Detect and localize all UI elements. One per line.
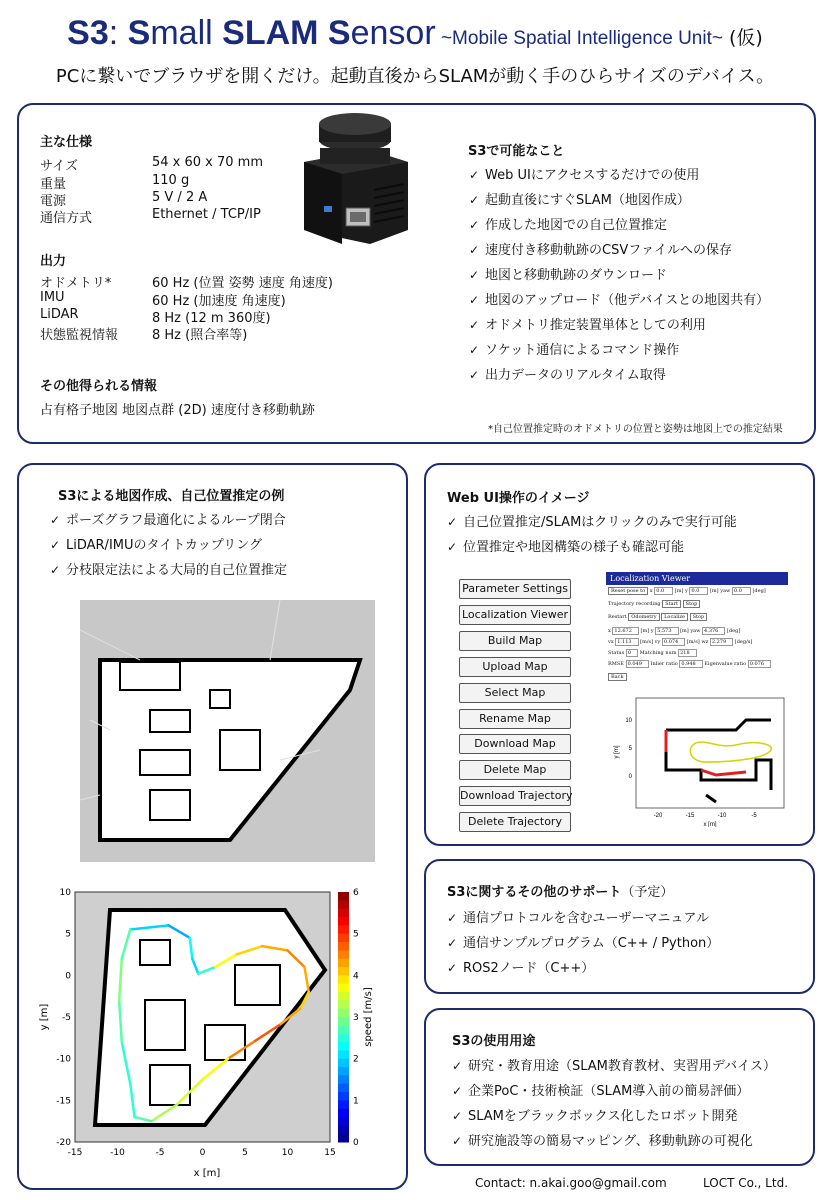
footer-company: LOCT Co., Ltd. (703, 1176, 789, 1190)
colorbar-segment (338, 950, 349, 959)
spec-value-power: 5 V / 2 A (152, 190, 208, 205)
chart-ytick-label: -10 (56, 1054, 71, 1065)
check-icon: ✓ (50, 538, 61, 552)
check-icon: ✓ (469, 293, 480, 307)
title-s3: S3 (67, 14, 109, 52)
colorbar-segment (338, 975, 349, 984)
viewer-back-button[interactable]: Back (608, 673, 627, 681)
viewer-eigen-label: Eigenvalue ratio (704, 661, 747, 667)
viewer-trajectory-row (608, 601, 700, 607)
viewer-pose-x-unit: [m] (640, 628, 650, 634)
viewer-xlabel: x [m] (703, 822, 717, 827)
check-icon: ✓ (469, 343, 480, 357)
colorbar-segment (338, 909, 349, 918)
check-icon: ✓ (447, 540, 458, 554)
usage-item-text: 研究施設等の簡易マッピング、移動軌跡の可視化 (468, 1134, 753, 1149)
viewer-status-label: Status (608, 650, 625, 656)
viewer-pose-yaw-label: yaw (690, 628, 701, 634)
colorbar-segment (338, 1009, 349, 1018)
viewer-restart-stop-button[interactable]: Stop (690, 613, 708, 621)
viewer-matching-label: Matching num (639, 650, 677, 656)
viewer-matching-value: 218 (678, 649, 697, 657)
colorbar-segment (338, 1017, 349, 1026)
colorbar-tick-label: 0 (353, 1138, 359, 1148)
colorbar-segment (338, 1059, 349, 1068)
output-label-imu: IMU (40, 290, 65, 305)
output-value-lidar: 8 Hz (12 m 360度) (152, 311, 271, 326)
mapping-item (50, 509, 286, 528)
viewer-vx-unit: [m/s] (640, 639, 654, 645)
viewer-pose-y-unit: [m] (680, 628, 689, 634)
localization-viewer (606, 572, 788, 827)
colorbar-segment (338, 1025, 349, 1034)
check-icon: ✓ (469, 318, 480, 332)
mapping-item (50, 559, 287, 578)
webui-button[interactable]: Rename Map (459, 709, 571, 729)
capability-item (469, 214, 667, 233)
viewer-wz-label: wz (701, 639, 709, 645)
usage-item (452, 1080, 749, 1099)
check-icon: ✓ (452, 1084, 463, 1098)
mapping-heading: S3による地図作成、自己位置推定の例 (58, 489, 285, 504)
other-info-text: 占有格子地図 地図点群 (2D) 速度付き移動軌跡 (40, 403, 315, 418)
viewer-traj-label: Trajectory recording (608, 601, 661, 607)
capability-item (469, 239, 732, 258)
colorbar-segment (338, 1092, 349, 1101)
check-icon: ✓ (447, 515, 458, 529)
title-kari: (仮) (722, 27, 763, 49)
chart-xtick-label: -10 (110, 1148, 125, 1158)
capability-item (469, 189, 690, 208)
viewer-vy-label: vy (654, 639, 661, 645)
chart-ytick-label: 10 (59, 888, 71, 898)
viewer-title: Localization Viewer (606, 572, 788, 585)
usage-item (452, 1105, 738, 1124)
colorbar-segment (338, 925, 349, 934)
viewer-xtick-3: -5 (751, 813, 757, 819)
check-icon: ✓ (447, 936, 458, 950)
webui-item-text: 自己位置推定/SLAMはクリックのみで実行可能 (463, 515, 737, 530)
viewer-restart-label: Restart (608, 614, 627, 620)
check-icon: ✓ (447, 961, 458, 975)
colorbar-segment (338, 1042, 349, 1051)
colorbar-segment (338, 1084, 349, 1093)
colorbar-segment (338, 1075, 349, 1084)
support-item-text: ROS2ノード（C++） (463, 961, 595, 976)
chart-colorbar (338, 888, 359, 1148)
spec-label-weight: 重量 (40, 177, 67, 192)
spec-label-power: 電源 (40, 194, 67, 209)
occupancy-map (80, 600, 375, 862)
chart-ylabel: y [m] (39, 1003, 50, 1031)
colorbar-segment (338, 984, 349, 993)
viewer-x-unit: [m] (674, 588, 684, 594)
viewer-localize-button[interactable]: Localize (661, 613, 688, 621)
capability-item (469, 339, 679, 358)
spec-label-size: サイズ (40, 159, 78, 174)
viewer-vy: 0.074 (662, 638, 685, 646)
check-icon: ✓ (50, 513, 61, 527)
viewer-stop-button[interactable]: Stop (683, 600, 701, 608)
colorbar-segment (338, 934, 349, 943)
usage-item-text: 企業PoC・技術検証（SLAM導入前の簡易評価） (468, 1084, 750, 1099)
support-item-text: 通信プロトコルを含むユーザーマニュアル (463, 911, 709, 926)
webui-item (447, 536, 684, 555)
viewer-ytick-0: 10 (625, 718, 632, 724)
check-icon: ✓ (452, 1059, 463, 1073)
title-space (318, 14, 327, 52)
support-item (447, 932, 719, 951)
check-icon: ✓ (469, 193, 480, 207)
spec-footnote: *自己位置推定時のオドメトリの位置と姿勢は地図上での推定結果 (488, 424, 783, 435)
capability-item-text: 速度付き移動軌跡のCSVファイルへの保存 (485, 243, 732, 258)
check-icon: ✓ (469, 368, 480, 382)
viewer-plot (606, 690, 788, 827)
colorbar-segment (338, 967, 349, 976)
viewer-rmse-label: RMSE (608, 661, 624, 667)
webui-heading: Web UI操作のイメージ (447, 491, 590, 506)
support-item (447, 907, 709, 926)
usage-heading: S3の使用用途 (452, 1034, 536, 1049)
colorbar-segment (338, 1109, 349, 1118)
capabilities-heading: S3で可能なこと (468, 144, 565, 159)
capability-item-text: 地図のアップロード（他デバイスとの地図共有） (485, 293, 770, 308)
usage-item-text: SLAMをブラックボックス化したロボット開発 (468, 1109, 738, 1124)
title-slam: SLAM (222, 14, 319, 52)
chart-xtick-label: 10 (281, 1148, 294, 1158)
viewer-yaw-unit: [deg] (752, 588, 766, 594)
webui-button[interactable]: Download Map (459, 734, 571, 754)
usage-item (452, 1130, 753, 1149)
viewer-ytick-1: 5 (628, 746, 632, 752)
webui-item-text: 位置推定や地図構築の様子も確認可能 (463, 540, 685, 555)
chart-xtick-label: 0 (199, 1148, 206, 1158)
capability-item-text: Web UIにアクセスするだけでの使用 (485, 168, 700, 183)
capability-item-text: 地図と移動軌跡のダウンロード (485, 268, 668, 283)
viewer-restart-row (608, 614, 707, 620)
colorbar-segment (338, 1134, 349, 1143)
viewer-reset-row (608, 588, 766, 594)
viewer-y-unit: [m] (709, 588, 719, 594)
colorbar-segment (338, 1125, 349, 1134)
viewer-eigen-value: 0.076 (748, 660, 771, 668)
page-title (0, 14, 830, 53)
support-item (447, 957, 594, 976)
viewer-vx-label: vx (608, 639, 614, 645)
mapping-item-text: LiDAR/IMUのタイトカップリング (66, 538, 262, 553)
usage-item (452, 1055, 776, 1074)
capability-item (469, 164, 699, 183)
output-value-odometry: 60 Hz (位置 姿勢 速度 角速度) (152, 276, 333, 291)
chart-ytick-label: -15 (56, 1096, 71, 1107)
colorbar-segment (338, 1067, 349, 1076)
output-label-odometry: オドメトリ* (40, 276, 112, 291)
webui-button[interactable]: Delete Map (459, 760, 571, 780)
chart-xtick-label: 5 (242, 1148, 248, 1158)
viewer-inlier-label: Inlier ratio (650, 661, 678, 667)
colorbar-segment (338, 1117, 349, 1126)
colorbar-segment (338, 1050, 349, 1059)
other-info-heading: その他得られる情報 (40, 379, 158, 394)
webui-button[interactable]: Select Map (459, 683, 571, 703)
viewer-pose-yaw-unit: [deg] (726, 628, 741, 634)
colorbar-label: speed [m/s] (363, 987, 374, 1047)
spec-value-size: 54 x 60 x 70 mm (152, 155, 264, 170)
viewer-pose-y: 5.573 (655, 627, 678, 635)
capability-item (469, 289, 769, 308)
viewer-pose-x: 12.672 (612, 627, 639, 635)
page-subtitle: PCに繋いでブラウザを開くだけ。起動直後からSLAMが動く手のひらサイズのデバイス。 (55, 66, 775, 87)
check-icon: ✓ (452, 1109, 463, 1123)
capability-item (469, 264, 667, 283)
colorbar-tick-label: 4 (353, 971, 359, 982)
colorbar-segment (338, 1034, 349, 1043)
colorbar-tick-label: 5 (353, 929, 359, 940)
viewer-ylabel: y [m] (614, 745, 620, 759)
viewer-velocity-row (608, 639, 752, 645)
viewer-pose-x-label: x (608, 628, 611, 634)
check-icon: ✓ (452, 1134, 463, 1148)
title-mall: mall (150, 14, 223, 52)
check-icon: ✓ (469, 268, 480, 282)
viewer-reset-button[interactable]: Reset pose to (608, 587, 648, 595)
check-icon: ✓ (469, 168, 480, 182)
title-s: S (127, 14, 151, 52)
colorbar-tick-label: 2 (353, 1054, 359, 1065)
capability-item (469, 314, 706, 333)
support-heading-note: （予定） (621, 885, 674, 900)
viewer-pose-row (608, 628, 740, 634)
title-s2: S (327, 14, 351, 52)
chart-ytick-label: -20 (56, 1138, 71, 1148)
colorbar-segment (338, 942, 349, 951)
webui-button[interactable]: Localization Viewer (459, 605, 571, 625)
colorbar-segment (338, 992, 349, 1001)
viewer-rmse-value: 0.049 (626, 660, 649, 668)
viewer-wz: 2.279 (710, 638, 733, 646)
chart-ytick-label: -5 (62, 1013, 71, 1023)
output-value-status: 8 Hz (照合率等) (152, 328, 248, 343)
colorbar-segment (338, 900, 349, 909)
output-heading: 出力 (40, 254, 67, 269)
viewer-start-button[interactable]: Start (662, 600, 681, 608)
footer-contact: Contact: n.akai.goo@gmail.com (475, 1176, 667, 1190)
viewer-xtick-1: -15 (685, 813, 695, 819)
capability-item-text: 出力データのリアルタイム取得 (485, 368, 666, 383)
webui-button[interactable]: Parameter Settings (459, 579, 571, 599)
title-ensor: ensor (350, 14, 436, 52)
capability-item (469, 364, 666, 383)
capability-item-text: 作成した地図での自己位置推定 (485, 218, 668, 233)
main-spec-heading: 主な仕様 (40, 135, 93, 150)
viewer-y-input[interactable]: 0.0 (689, 587, 708, 595)
support-item-text: 通信サンプルプログラム（C++ / Python） (463, 936, 720, 951)
chart-ytick-label: 5 (65, 929, 71, 940)
usage-item-text: 研究・教育用途（SLAM教育教材、実習用デバイス） (468, 1059, 776, 1074)
webui-button[interactable]: Build Map (459, 631, 571, 651)
viewer-odometry-button[interactable]: Odometry (628, 613, 659, 621)
viewer-xtick-0: -20 (653, 813, 663, 819)
viewer-wz-unit: [deg/s] (734, 639, 753, 645)
spec-value-weight: 110 g (152, 173, 190, 188)
mapping-item-text: ポーズグラフ最適化によるループ閉合 (66, 513, 286, 528)
support-heading-main: S3に関するその他のサポート (447, 885, 622, 900)
check-icon: ✓ (469, 243, 480, 257)
viewer-x-label: x (649, 588, 653, 594)
chart-xtick-label: 15 (324, 1148, 336, 1158)
webui-item (447, 511, 737, 530)
colorbar-tick-label: 1 (353, 1096, 359, 1107)
webui-button[interactable]: Upload Map (459, 657, 571, 677)
viewer-y-label: y (685, 588, 688, 594)
mapping-item-text: 分枝限定法による大局的自己位置推定 (66, 563, 288, 578)
webui-button[interactable]: Download Trajectory (459, 786, 571, 806)
viewer-quality-row (608, 661, 771, 667)
viewer-ytick-2: 0 (628, 774, 632, 780)
colorbar-segment (338, 1100, 349, 1109)
viewer-pose-yaw: 4.376 (702, 627, 725, 635)
check-icon: ✓ (469, 218, 480, 232)
support-heading (447, 881, 673, 900)
chart-xlabel: x [m] (193, 1168, 221, 1179)
spec-value-comm: Ethernet / TCP/IP (152, 207, 261, 222)
viewer-vy-unit: [m/s] (686, 639, 700, 645)
chart-ytick-label: 0 (65, 971, 71, 982)
capability-item-text: 起動直後にすぐSLAM（地図作成） (485, 193, 690, 208)
colorbar-segment (338, 892, 349, 901)
viewer-status-row (608, 650, 697, 656)
capability-item-text: オドメトリ推定装置単体としての利用 (485, 318, 706, 333)
viewer-vx: 1.113 (615, 638, 638, 646)
device-photo (290, 110, 420, 245)
output-label-lidar: LiDAR (40, 307, 79, 322)
mapping-item (50, 534, 262, 553)
check-icon: ✓ (50, 563, 61, 577)
trajectory-chart (35, 880, 395, 1180)
colorbar-tick-label: 6 (353, 888, 359, 898)
colorbar-segment (338, 959, 349, 968)
viewer-xtick-2: -10 (717, 813, 727, 819)
output-label-status: 状態監視情報 (40, 328, 119, 343)
viewer-yaw-input[interactable]: 0.0 (732, 587, 751, 595)
spec-label-comm: 通信方式 (40, 211, 93, 226)
viewer-yaw-label: yaw (720, 588, 731, 594)
check-icon: ✓ (447, 911, 458, 925)
title-colon: : (108, 14, 128, 52)
chart-xtick-label: -15 (67, 1148, 83, 1158)
output-value-imu: 60 Hz (加速度 角速度) (152, 294, 286, 309)
title-subtitle-en: ~Mobile Spatial Intelligence Unit~ (435, 28, 723, 49)
colorbar-tick-label: 3 (353, 1013, 359, 1023)
chart-xtick-label: -5 (155, 1148, 165, 1158)
capability-item-text: ソケット通信によるコマンド操作 (485, 343, 680, 358)
viewer-pose-y-label: y (650, 628, 654, 634)
viewer-x-input[interactable]: 0.0 (654, 587, 673, 595)
viewer-status-value: 0 (626, 649, 638, 657)
viewer-inlier-value: 0.948 (679, 660, 702, 668)
webui-button[interactable]: Delete Trajectory (459, 812, 571, 832)
colorbar-segment (338, 917, 349, 926)
colorbar-segment (338, 1000, 349, 1009)
